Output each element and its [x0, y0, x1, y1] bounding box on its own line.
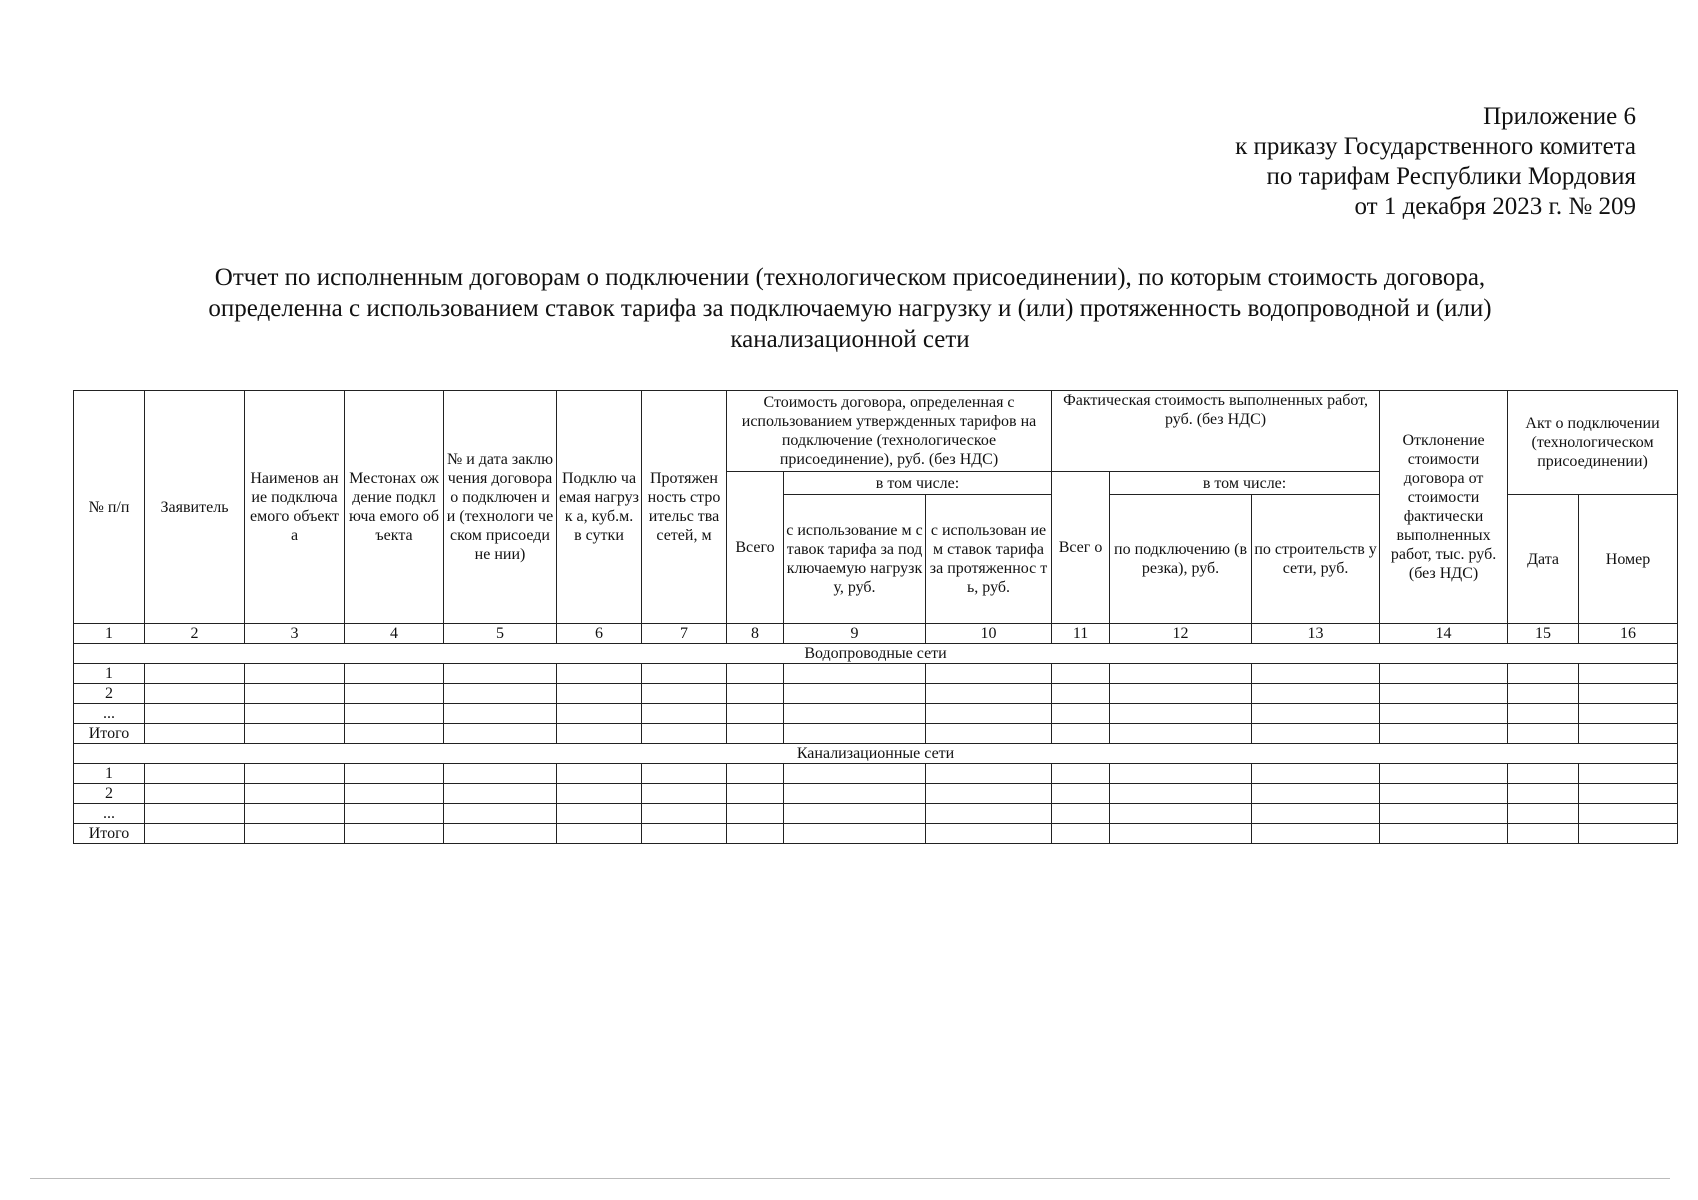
annex-block: [1235, 102, 1636, 222]
table-cell: [557, 784, 642, 804]
table-cell: [245, 724, 345, 744]
table-cell: [727, 704, 784, 724]
table-cell: [145, 784, 245, 804]
table-cell: [784, 704, 926, 724]
table-cell: [557, 704, 642, 724]
row-label: 2: [74, 784, 145, 804]
table-cell: [926, 684, 1052, 704]
table-cell: [145, 764, 245, 784]
column-number: 12: [1110, 624, 1252, 644]
table-cell: [784, 724, 926, 744]
header-rate-load: с использование м ставок тарифа за подключаемую нагрузку, руб.: [784, 495, 926, 624]
table-cell: [1380, 664, 1508, 684]
header-act: Акт о подключении (технологическом присоединении): [1508, 391, 1678, 495]
table-cell: [1579, 704, 1678, 724]
header-rate-length: с использован ием ставок тарифа за протяженнос ть, руб.: [926, 495, 1052, 624]
table-cell: [557, 684, 642, 704]
report-table: [73, 390, 1678, 844]
table-cell: [1052, 824, 1110, 844]
annex-line-1: Приложение 6: [1483, 103, 1636, 130]
header-actual-cost: Фактическая стоимость выполненных работ, руб. (без НДС): [1052, 391, 1380, 472]
header-object-name: Наименов ание подключа емого объекта: [245, 391, 345, 624]
table-cell: [727, 684, 784, 704]
table-cell: [444, 684, 557, 704]
header-contract-cost: Стоимость договора, определенная с использованием утвержденных тарифов на подключение (технологическое присоединение), руб. (без НДС): [727, 391, 1052, 472]
table-cell: [784, 824, 926, 844]
table-cell: [1110, 804, 1252, 824]
table-cell: [444, 784, 557, 804]
section-row-water: [74, 644, 1678, 664]
table-row-total: [74, 824, 1678, 844]
column-number: 15: [1508, 624, 1579, 644]
table-cell: [1252, 824, 1380, 844]
table-row: [74, 704, 1678, 724]
table-cell: [1380, 764, 1508, 784]
table-cell: [557, 764, 642, 784]
table-cell: [1380, 684, 1508, 704]
table-row: [74, 664, 1678, 684]
table-cell: [245, 764, 345, 784]
column-number-row: [74, 624, 1678, 644]
table-cell: [1110, 824, 1252, 844]
table-cell: [727, 664, 784, 684]
table-cell: [1579, 664, 1678, 684]
table-cell: [345, 804, 444, 824]
table-cell: [1508, 724, 1579, 744]
table-cell: [1252, 764, 1380, 784]
table-cell: [444, 704, 557, 724]
table-cell: [727, 724, 784, 744]
table-cell: [444, 724, 557, 744]
table-cell: [1052, 804, 1110, 824]
table-cell: [245, 664, 345, 684]
table-cell: [444, 764, 557, 784]
table-cell: [926, 664, 1052, 684]
table-cell: [444, 824, 557, 844]
header-total-actual: Всег о: [1052, 472, 1110, 624]
table-cell: [145, 664, 245, 684]
header-contract-no-date: № и дата заключения договора о подключен ии (технологи ческом присоедине нии): [444, 391, 557, 624]
table-cell: [1052, 784, 1110, 804]
row-label: ...: [74, 704, 145, 724]
table-cell: [1252, 684, 1380, 704]
column-number: 9: [784, 624, 926, 644]
annex-line-4: от 1 декабря 2023 г. № 209: [1354, 193, 1636, 220]
table-cell: [345, 664, 444, 684]
header-by-connection: по подключению (врезка), руб.: [1110, 495, 1252, 624]
table-cell: [784, 784, 926, 804]
table-cell: [1052, 764, 1110, 784]
table-cell: [1052, 704, 1110, 724]
table-cell: [727, 824, 784, 844]
table-cell: [345, 784, 444, 804]
table-cell: [345, 824, 444, 844]
table-cell: [1508, 784, 1579, 804]
header-applicant: Заявитель: [145, 391, 245, 624]
table-cell: [727, 764, 784, 784]
table-cell: [642, 784, 727, 804]
column-number: 3: [245, 624, 345, 644]
table-cell: [926, 804, 1052, 824]
table-cell: [1579, 724, 1678, 744]
table-cell: [1579, 684, 1678, 704]
table-cell: [642, 724, 727, 744]
column-number: 11: [1052, 624, 1110, 644]
table-cell: [1252, 724, 1380, 744]
report-title-line-1: Отчет по исполненным договорам о подключении (технологическом присоединении), по которым стоимость договора,: [214, 264, 1486, 291]
table-cell: [1110, 784, 1252, 804]
column-number: 7: [642, 624, 727, 644]
header-load: Подклю чаемая нагрузк а, куб.м. в сутки: [557, 391, 642, 624]
table-row: [74, 684, 1678, 704]
table-cell: [1508, 704, 1579, 724]
table-cell: [557, 724, 642, 744]
column-number: 4: [345, 624, 444, 644]
table-cell: [1252, 784, 1380, 804]
table-cell: [642, 764, 727, 784]
table-cell: [145, 724, 245, 744]
row-label-total: Итого: [74, 824, 145, 844]
table-row: [74, 784, 1678, 804]
table-cell: [145, 704, 245, 724]
table-cell: [784, 684, 926, 704]
column-number: 5: [444, 624, 557, 644]
table-cell: [1110, 664, 1252, 684]
table-cell: [557, 824, 642, 844]
header-act-date: Дата: [1508, 495, 1579, 624]
table-cell: [1380, 804, 1508, 824]
report-title-line-2: определенна с использованием ставок тарифа за подключаемую нагрузку и (или) протяженность водопроводной и (или): [208, 295, 1492, 322]
annex-line-3: по тарифам Республики Мордовия: [1266, 163, 1636, 190]
table-cell: [345, 704, 444, 724]
table-cell: [444, 664, 557, 684]
row-label: 1: [74, 664, 145, 684]
table-cell: [1252, 704, 1380, 724]
table-cell: [1508, 764, 1579, 784]
table-cell: [557, 664, 642, 684]
table-cell: [1110, 684, 1252, 704]
table-cell: [784, 764, 926, 784]
table-cell: [642, 664, 727, 684]
table-cell: [1252, 664, 1380, 684]
table-cell: [1110, 724, 1252, 744]
table-cell: [926, 784, 1052, 804]
table-cell: [1579, 804, 1678, 824]
scan-edge-line: [30, 1178, 1670, 1179]
table-row: [74, 804, 1678, 824]
table-cell: [1110, 704, 1252, 724]
table-cell: [1579, 824, 1678, 844]
table-cell: [1052, 724, 1110, 744]
section-title-water: Водопроводные сети: [74, 644, 1678, 664]
header-including-contract: в том числе:: [784, 472, 1052, 495]
table-cell: [642, 684, 727, 704]
header-deviation: Отклонение стоимости договора от стоимости фактически выполненных работ, тыс. руб. (без НДС): [1380, 391, 1508, 624]
table-cell: [1508, 684, 1579, 704]
table-cell: [926, 824, 1052, 844]
table-cell: [145, 684, 245, 704]
table-cell: [444, 804, 557, 824]
column-number: 1: [74, 624, 145, 644]
header-by-construction: по строительств у сети, руб.: [1252, 495, 1380, 624]
column-number: 14: [1380, 624, 1508, 644]
section-title-sewer: Канализационные сети: [74, 744, 1678, 764]
header-num: № п/п: [74, 391, 145, 624]
table-cell: [1052, 664, 1110, 684]
table-cell: [245, 684, 345, 704]
table-cell: [245, 784, 345, 804]
table-cell: [145, 804, 245, 824]
table-cell: [1052, 684, 1110, 704]
table-cell: [784, 804, 926, 824]
annex-line-2: к приказу Государственного комитета: [1235, 133, 1636, 160]
table-cell: [1579, 764, 1678, 784]
table-cell: [1380, 824, 1508, 844]
section-row-sewer: [74, 744, 1678, 764]
table-cell: [1508, 824, 1579, 844]
report-title: [100, 262, 1600, 355]
table-cell: [245, 824, 345, 844]
table-cell: [345, 764, 444, 784]
row-label: 1: [74, 764, 145, 784]
table-cell: [345, 724, 444, 744]
column-number: 8: [727, 624, 784, 644]
table-cell: [557, 804, 642, 824]
report-title-line-3: канализационной сети: [730, 326, 970, 353]
table-cell: [345, 684, 444, 704]
column-number: 13: [1252, 624, 1380, 644]
header-including-actual: в том числе:: [1110, 472, 1380, 495]
table-row-total: [74, 724, 1678, 744]
table-cell: [784, 664, 926, 684]
table-row: [74, 764, 1678, 784]
header-length: Протяжен ность строительс тва сетей, м: [642, 391, 727, 624]
table-cell: [1380, 724, 1508, 744]
table-cell: [1380, 704, 1508, 724]
column-number: 10: [926, 624, 1052, 644]
table-cell: [926, 764, 1052, 784]
table-cell: [926, 724, 1052, 744]
table-cell: [642, 704, 727, 724]
table-cell: [1252, 804, 1380, 824]
table-cell: [642, 824, 727, 844]
header-object-location: Местонах ождение подключа емого объекта: [345, 391, 444, 624]
table-cell: [642, 804, 727, 824]
table-cell: [245, 804, 345, 824]
row-label: 2: [74, 684, 145, 704]
table-cell: [1110, 764, 1252, 784]
table-cell: [145, 824, 245, 844]
table-cell: [1508, 664, 1579, 684]
table-cell: [727, 804, 784, 824]
table-cell: [926, 704, 1052, 724]
column-number: 2: [145, 624, 245, 644]
table-cell: [1579, 784, 1678, 804]
column-number: 16: [1579, 624, 1678, 644]
row-label-total: Итого: [74, 724, 145, 744]
column-number: 6: [557, 624, 642, 644]
header-total-contract: Всего: [727, 472, 784, 624]
header-act-number: Номер: [1579, 495, 1678, 624]
table-cell: [1508, 804, 1579, 824]
table-cell: [1380, 784, 1508, 804]
table-cell: [245, 704, 345, 724]
row-label: ...: [74, 804, 145, 824]
table-cell: [727, 784, 784, 804]
